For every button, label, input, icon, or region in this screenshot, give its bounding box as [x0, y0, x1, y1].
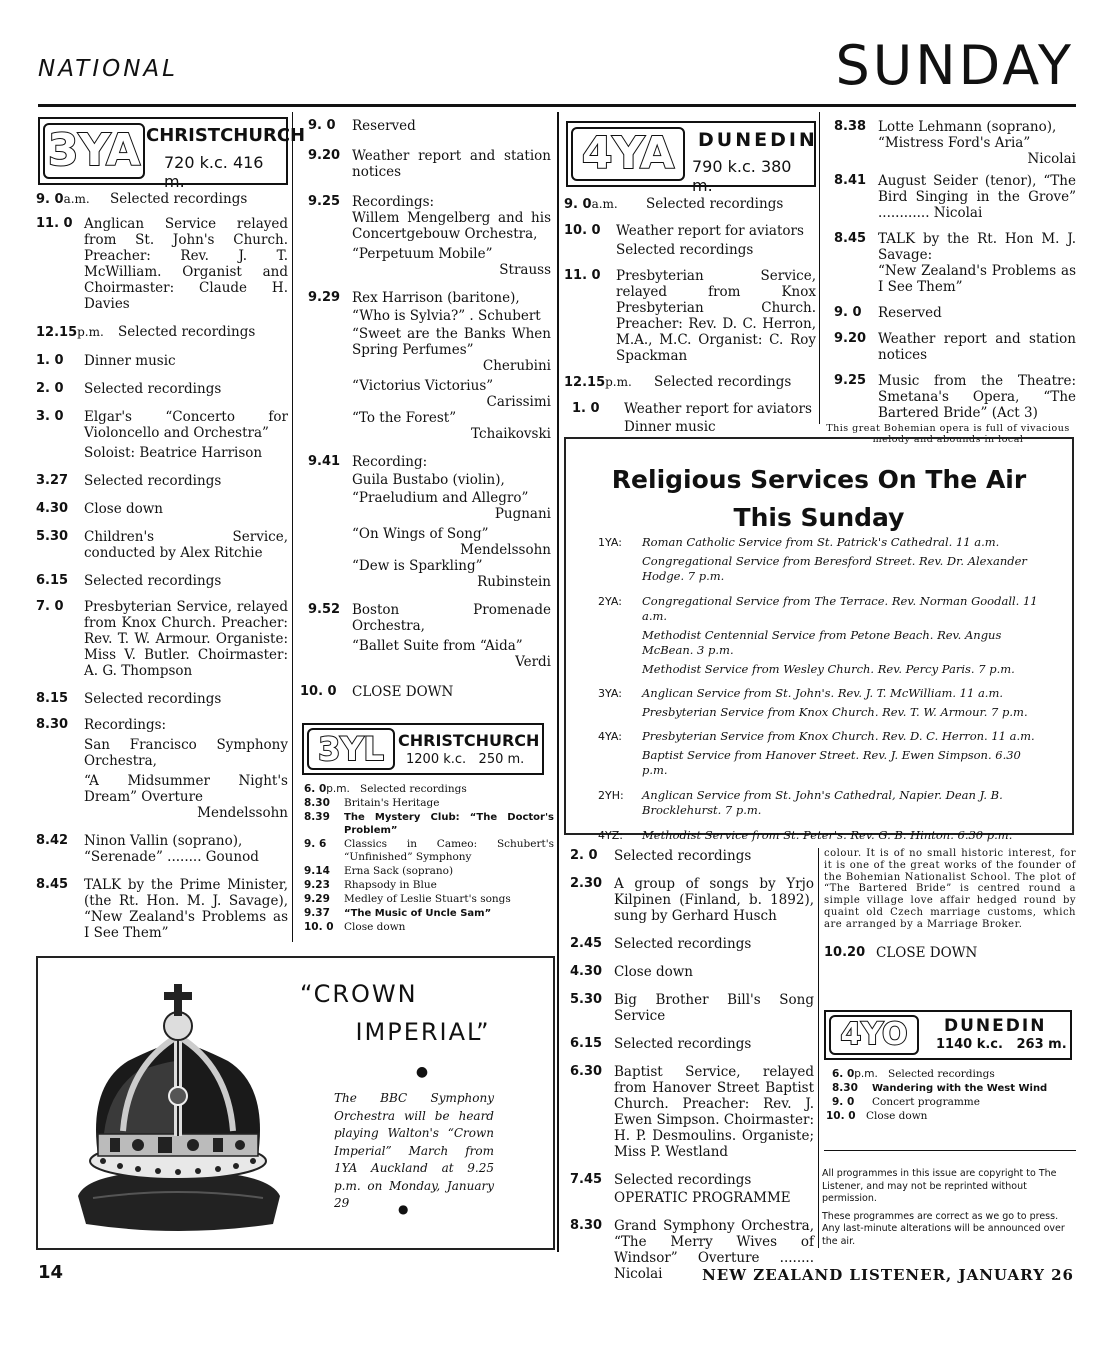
title-line: “CROWN — [300, 980, 418, 1008]
column-divider — [557, 112, 559, 1252]
schedule-item — [36, 501, 288, 517]
soloist: Soloist: Beatrice Harrison — [84, 445, 263, 461]
schedule-3ya-evening — [300, 118, 551, 708]
programme: Selected recordings — [110, 191, 248, 207]
city-name: DUNEDIN — [944, 1016, 1047, 1036]
time: 1. 0 — [36, 353, 64, 368]
programme: Recording: — [352, 454, 428, 470]
programme: Selected recordings — [84, 573, 222, 589]
time: 9.20 — [308, 148, 341, 163]
schedule-item — [36, 529, 288, 561]
day-heading: SUNDAY — [835, 34, 1074, 97]
programme: Concert programme — [872, 1096, 980, 1108]
time: 9.29 — [304, 893, 330, 905]
time: 4.30 — [570, 964, 603, 979]
time: 8.42 — [36, 833, 69, 848]
work: “Mistress Ford's Aria” — [878, 135, 1031, 151]
station-badge-3yl — [302, 723, 544, 775]
schedule-item — [36, 353, 288, 369]
station-name: 2YA: — [598, 594, 622, 608]
schedule-item — [304, 921, 554, 934]
city-name: DUNEDIN — [698, 129, 818, 151]
publication-title: NEW ZEALAND LISTENER, JANUARY 26 — [702, 1266, 1074, 1284]
work: “Victorius Victorius” — [352, 378, 494, 394]
schedule-item — [36, 381, 288, 397]
composer: Pugnani — [494, 506, 551, 522]
programme: Medley of Leslie Stuart's songs — [344, 893, 511, 905]
schedule-item — [570, 876, 814, 924]
programme: CLOSE DOWN — [352, 684, 454, 700]
time: 2.30 — [570, 876, 603, 891]
title-line: Religious Services On The Air — [611, 465, 1027, 494]
schedule-item — [308, 602, 551, 670]
station-badge-4yo — [824, 1010, 1072, 1060]
schedule-item — [834, 231, 1076, 295]
schedule-item — [824, 945, 1076, 961]
schedule-item — [570, 1064, 814, 1160]
composer: Cherubini — [482, 358, 551, 374]
programme: Selected recordings — [84, 381, 222, 397]
time: 9.25 — [834, 373, 867, 388]
programme: Weather report for aviators — [616, 223, 804, 239]
schedule-item — [834, 331, 1076, 363]
programme: Weather report and station notices — [878, 331, 1076, 363]
schedule-item — [834, 173, 1076, 221]
work: “On Wings of Song” — [352, 526, 489, 542]
call-sign: 3YL — [307, 728, 395, 770]
station-name: 2YH: — [598, 788, 624, 802]
feature-text: The BBC Symphony Orchestra will be heard playing Walton's “Crown Imperial” March from 1YA Auckland at 9.25 p.m. on Monday, January 29 — [334, 1091, 494, 1210]
programme: Selected recordings — [84, 473, 222, 489]
time: 6.30 — [570, 1064, 603, 1079]
box-title — [566, 461, 1072, 537]
time: 8.38 — [834, 119, 867, 134]
note-rule — [824, 1150, 1076, 1151]
time: 9.20 — [834, 331, 867, 346]
schedule-item — [304, 838, 554, 864]
time: 7.45 — [570, 1172, 603, 1187]
schedule-item — [564, 401, 816, 435]
frequency: 1200 k.c. 250 m. — [406, 752, 525, 767]
station-name: 4YZ: — [598, 828, 623, 842]
programme: Presbyterian Service, relayed from Knox Presbyterian Church. Preacher: Rev. D. C. Herron, M.A., M.C. Organist: C. Roy Spackman — [616, 268, 816, 364]
programme: TALK by the Rt. Hon M. J. Savage: — [878, 231, 1076, 263]
schedule-item — [36, 573, 288, 589]
time: 6. 0p.m. — [832, 1068, 878, 1080]
schedule-item — [304, 783, 554, 796]
service-line: Methodist Centennial Service from Petone Beach. Rev. Angus McBean. 3 p.m. — [642, 627, 1002, 657]
station-badge-3ya — [38, 117, 306, 191]
time: 9.37 — [304, 907, 330, 919]
correction-text: These programmes are correct as we go to press. Any last-minute alterations will be announced over the air. — [822, 1210, 1065, 1247]
time: 10. 0 — [564, 223, 601, 238]
schedule-item — [36, 717, 288, 821]
service-line: Methodist Service from Wesley Church. Rev. Percy Paris. 7 p.m. — [642, 661, 1015, 676]
schedule-item — [308, 118, 551, 134]
work: “A Midsummer Night's Dream” Overture — [84, 773, 288, 805]
time: 9. 6 — [304, 838, 327, 850]
schedule-item — [304, 797, 554, 810]
programme: Recordings: — [84, 717, 167, 733]
time: 9.52 — [308, 602, 341, 617]
bullet-dot: ● — [415, 1064, 431, 1080]
programme: A group of songs by Yrjo Kilpinen (Finland, b. 1892), sung by Gerhard Husch — [614, 876, 814, 924]
schedule-item — [308, 290, 551, 442]
service-line: Congregational Service from The Terrace. Rev. Norman Goodall. 11 a.m. — [642, 593, 1038, 623]
service-line: Anglican Service from St. John's Cathedral, Napier. Dean J. B. Brocklehurst. 7 p.m. — [642, 787, 1003, 817]
schedule-item — [36, 473, 288, 489]
composer: Strauss — [499, 262, 551, 278]
schedule-item — [834, 373, 1076, 421]
schedule-item — [570, 992, 814, 1024]
programme: Selected recordings — [616, 242, 754, 258]
programme: August Seider (tenor), “The Bird Singing in the Grove” ............ Nicolai — [878, 173, 1076, 221]
copyright-text: All programmes in this issue are copyright to The Listener, and may not be reprinted without permission. — [822, 1168, 1057, 1204]
title-line: IMPERIAL” — [355, 1018, 491, 1046]
ampm: p.m. — [77, 325, 104, 339]
time: 6.15 — [36, 573, 69, 588]
programme: Wandering with the West Wind — [872, 1083, 1048, 1094]
schedule-item — [570, 964, 814, 980]
programme: Selected recordings — [614, 1036, 752, 1052]
schedule-item — [36, 191, 288, 208]
time: 9.29 — [308, 290, 341, 305]
programme: The Mystery Club: “The Doctor's Problem” — [344, 812, 554, 836]
programme: Children's Service, conducted by Alex Ritchie — [84, 529, 288, 561]
work: “To the Forest” — [352, 410, 457, 426]
programme: Erna Sack (soprano) — [344, 865, 454, 877]
schedule-item — [308, 148, 551, 180]
time: 10.20 — [824, 944, 866, 960]
time: 7. 0 — [36, 599, 64, 614]
programme: Rhapsody in Blue — [344, 879, 437, 891]
station-services — [598, 828, 1042, 847]
schedule-item — [36, 324, 288, 341]
schedule-item — [564, 374, 816, 391]
time: 3. 0 — [36, 409, 64, 424]
programme: Selected recordings — [118, 324, 256, 340]
time: 6.15 — [570, 1036, 603, 1051]
religious-services-box — [564, 437, 1074, 842]
schedule-3ya — [36, 191, 288, 949]
frequency: 1140 k.c. 263 m. — [936, 1037, 1067, 1052]
time: 8.41 — [834, 173, 867, 188]
schedule-item — [826, 1082, 1076, 1095]
time: 2. 0 — [36, 381, 64, 396]
talk-title: “New Zealand's Problems as I See Them” — [878, 263, 1076, 295]
time: 2. 0 — [570, 848, 598, 863]
station-services — [598, 729, 1042, 782]
programme: Ninon Vallin (soprano), — [84, 833, 243, 849]
schedule-item — [826, 1110, 1076, 1123]
schedule-item — [308, 194, 551, 278]
programme: “The Music of Uncle Sam” — [344, 908, 492, 919]
time: 1. 0 — [572, 401, 600, 416]
programme: Selected recordings — [360, 783, 467, 795]
service-line: Baptist Service from Hanover Street. Rev. J. Ewen Simpson. 6.30 p.m. — [642, 747, 1021, 777]
time: 8.39 — [304, 811, 330, 823]
programme: Selected recordings — [646, 196, 784, 212]
schedule-item — [300, 684, 551, 700]
programme: Anglican Service relayed from St. John's Church. Preacher: Rev. J. T. McWilliam. Organist and Choirmaster: Claude H. Davies — [84, 216, 288, 312]
time: 12.15p.m. — [564, 375, 632, 390]
schedule-item — [826, 1068, 1076, 1081]
programme: Selected recordings — [654, 374, 792, 390]
opera-description-cont: colour. It is of no small historic interest, for it is one of the great works of the founder of the Bohemian Nationalist School. The plot of “The Bartered Bride” is centred round a simple village love affair hedged round by quaint old Czech marriage customs, which are arranged by a Marriage Broker. — [824, 848, 1076, 930]
composer: Mendelssohn — [197, 805, 288, 821]
station-name: 3YA: — [598, 687, 622, 700]
time: 6. 0p.m. — [304, 783, 350, 795]
programme-heading: OPERATIC PROGRAMME — [614, 1190, 791, 1206]
schedule-item — [570, 848, 814, 864]
programme: Close down — [344, 921, 406, 933]
work: “Ballet Suite from “Aida” — [352, 638, 523, 654]
work: “Praeludium and Allegro” — [352, 490, 529, 506]
programme: Rex Harrison (baritone), — [352, 290, 520, 306]
copyright-note — [822, 1168, 1076, 1253]
time: 10. 0 — [300, 684, 337, 699]
station-services — [598, 788, 1042, 822]
schedule-item — [304, 893, 554, 906]
service-line: Anglican Service from St. John's. Rev. J. T. McWilliam. 11 a.m. — [642, 686, 1004, 700]
service-line: Methodist Service from St. Peter's. Rev. G. B. Hinton. 6.30 p.m. — [642, 827, 1013, 842]
work: “Serenade” ........ Gounod — [84, 849, 259, 865]
time: 5.30 — [570, 992, 603, 1007]
schedule-item — [564, 268, 816, 364]
programme: Close down — [84, 501, 164, 517]
programme: Weather report for aviators — [624, 401, 812, 417]
programme: Music from the Theatre: Smetana's Opera, “The Bartered Bride” (Act 3) — [878, 373, 1076, 421]
time: 4.30 — [36, 501, 69, 516]
composer: Rubinstein — [477, 574, 551, 590]
programme: Reserved — [352, 118, 416, 134]
call-sign: 3YA — [43, 123, 145, 179]
column-divider — [292, 112, 293, 942]
call-sign: 4YA — [571, 127, 685, 181]
schedule-item — [834, 119, 1076, 167]
performer: Willem Mengelberg and his Concertgebouw Orchestra, — [352, 210, 551, 242]
programme: Big Brother Bill's Song Service — [614, 992, 814, 1024]
composer: Tchaikovski — [471, 426, 551, 442]
composer: Carissimi — [486, 394, 551, 410]
programme: Recordings: — [352, 194, 435, 210]
time: 9. 0 — [36, 192, 64, 207]
time: 8.15 — [36, 691, 69, 706]
service-line: Presbyterian Service from Knox Church. Rev. D. C. Herron. 11 a.m. — [642, 729, 1035, 743]
work: “Sweet are the Banks When Spring Perfumes” — [352, 326, 551, 358]
time: 11. 0 — [564, 268, 601, 283]
programme: Selected recordings — [888, 1068, 995, 1080]
time: 3.27 — [36, 473, 69, 488]
schedule-item — [36, 691, 288, 707]
programme: CLOSE DOWN — [876, 944, 978, 961]
work: “Dew is Sparkling” — [352, 558, 483, 574]
crown-illustration — [58, 966, 298, 1236]
service-line: Presbyterian Service from Knox Church. Rev. T. W. Armour. 7 p.m. — [642, 704, 1028, 719]
schedule-item — [36, 833, 288, 865]
composer: Verdi — [515, 654, 551, 670]
schedule-item — [826, 1096, 1076, 1109]
time: 12.15 — [36, 325, 78, 340]
schedule-item — [564, 196, 816, 213]
station-services — [598, 686, 1042, 723]
station-name: 1YA: — [598, 536, 622, 549]
schedule-item — [304, 865, 554, 878]
time: 9.23 — [304, 879, 330, 891]
programme: Britain's Heritage — [344, 797, 440, 809]
title-line: This Sunday — [733, 503, 905, 532]
programme: Boston Promenade Orchestra, — [352, 602, 551, 634]
programme: Elgar's “Concerto for Violoncello and Orchestra” — [84, 409, 288, 441]
programme: Dinner music — [624, 419, 716, 435]
performer: Guila Bustabo (violin), — [352, 472, 505, 488]
time: 10. 0 — [304, 921, 334, 933]
time: 8.30 — [832, 1082, 858, 1094]
programme: Selected recordings — [614, 848, 752, 864]
programme: Selected recordings — [614, 936, 752, 952]
schedule-item — [304, 907, 554, 920]
programme: Grand Symphony Orchestra, “The Merry Wives of Windsor” Overture ........ Nicolai — [614, 1218, 814, 1282]
programme: Dinner music — [84, 353, 176, 369]
time: 9.14 — [304, 865, 330, 877]
city-name: CHRISTCHURCH — [146, 125, 306, 146]
composer: Nicolai — [1027, 151, 1076, 167]
schedule-item — [570, 1172, 814, 1206]
time: 9. 0 — [308, 118, 336, 133]
services-list — [598, 535, 1042, 852]
column-divider — [819, 112, 820, 424]
station-badge-4ya — [566, 121, 818, 195]
schedule-item — [36, 877, 288, 941]
frequency: 720 k.c. 416 m. — [164, 153, 264, 191]
time: 11. 0 — [36, 216, 73, 231]
programme: Lotte Lehmann (soprano), — [878, 119, 1057, 135]
service-line: Roman Catholic Service from St. Patrick's Cathedral. 11 a.m. — [642, 535, 1000, 549]
time: 9.41 — [308, 454, 341, 469]
schedule-item — [308, 454, 551, 590]
schedule-item — [36, 409, 288, 461]
bullet-dot: ● — [398, 1202, 409, 1216]
composer: Mendelssohn — [460, 542, 551, 558]
station-services — [598, 594, 1042, 681]
programme: Baptist Service, relayed from Hanover Street Baptist Church. Preacher: Rev. J. Ewen Simpson. Choirmaster: H. P. Desmoulins. Organiste; Miss P. Westland — [614, 1064, 814, 1160]
schedule-4ya-afternoon — [570, 848, 814, 1290]
schedule-4ya-evening — [826, 119, 1076, 445]
time: 9. 0 — [832, 1096, 855, 1108]
ampm: a.m. — [63, 192, 90, 206]
time: 9. 0 — [834, 305, 862, 320]
page-number: 14 — [38, 1262, 64, 1283]
schedule-item — [570, 1036, 814, 1052]
programme: Selected recordings — [614, 1172, 752, 1188]
schedule-item — [304, 811, 554, 837]
schedule-3yl — [304, 783, 554, 935]
programme: Reserved — [878, 305, 942, 321]
time: 2.45 — [570, 936, 603, 951]
time: 8.30 — [304, 797, 330, 809]
programme: Presbyterian Service, relayed from Knox Church. Preacher: Rev. T. W. Armour. Organiste: Miss V. Butler. Choirmaster: A. G. Thompson — [84, 599, 288, 679]
programme: Close down — [614, 964, 694, 980]
work: “Who is Sylvia?” . Schubert — [352, 308, 541, 324]
time: 5.30 — [36, 529, 69, 544]
programme: Close down — [866, 1110, 928, 1122]
schedule-4ya — [564, 196, 816, 443]
schedule-item — [36, 216, 288, 312]
column-divider — [818, 848, 819, 1248]
frequency: 790 k.c. 380 m. — [692, 157, 792, 195]
header-rule — [38, 104, 1076, 107]
station-name: 4YA: — [598, 730, 622, 743]
section-label: NATIONAL — [38, 56, 178, 82]
schedule-item — [834, 305, 1076, 321]
schedule-item — [564, 223, 816, 258]
schedule-4ya-close — [824, 848, 1076, 969]
programme: TALK by the Prime Minister, (the Rt. Hon. M. J. Savage), “New Zealand's Problems as I See Them” — [84, 877, 288, 941]
feature-title — [288, 978, 528, 1088]
call-sign: 4YO — [829, 1015, 919, 1055]
station-services — [598, 535, 1042, 588]
programme: Weather report and station notices — [352, 148, 551, 180]
schedule-item — [304, 879, 554, 892]
performer: San Francisco Symphony Orchestra, — [84, 737, 288, 769]
work: “Perpetuum Mobile” — [352, 246, 493, 262]
programme: Classics in Cameo: Schubert's “Unfinished” Symphony — [344, 838, 554, 863]
programme: Selected recordings — [84, 691, 222, 707]
schedule-4yo — [826, 1068, 1076, 1124]
time: 8.45 — [36, 877, 69, 892]
crown-imperial-feature — [36, 956, 555, 1250]
time: 8.30 — [570, 1218, 603, 1233]
time: 8.30 — [36, 717, 69, 732]
time: 9.25 — [308, 194, 341, 209]
time: 9. 0a.m. — [564, 197, 618, 212]
schedule-item — [36, 599, 288, 679]
city-name: CHRISTCHURCH — [398, 731, 540, 750]
schedule-item — [570, 936, 814, 952]
service-line: Congregational Service from Beresford Street. Rev. Dr. Alexander Hodge. 7 p.m. — [642, 553, 1027, 583]
time: 8.45 — [834, 231, 867, 246]
opera-description: This great Bohemian opera is full of vivacious melody and abounds in local — [826, 423, 1070, 445]
time: 10. 0 — [826, 1110, 856, 1122]
